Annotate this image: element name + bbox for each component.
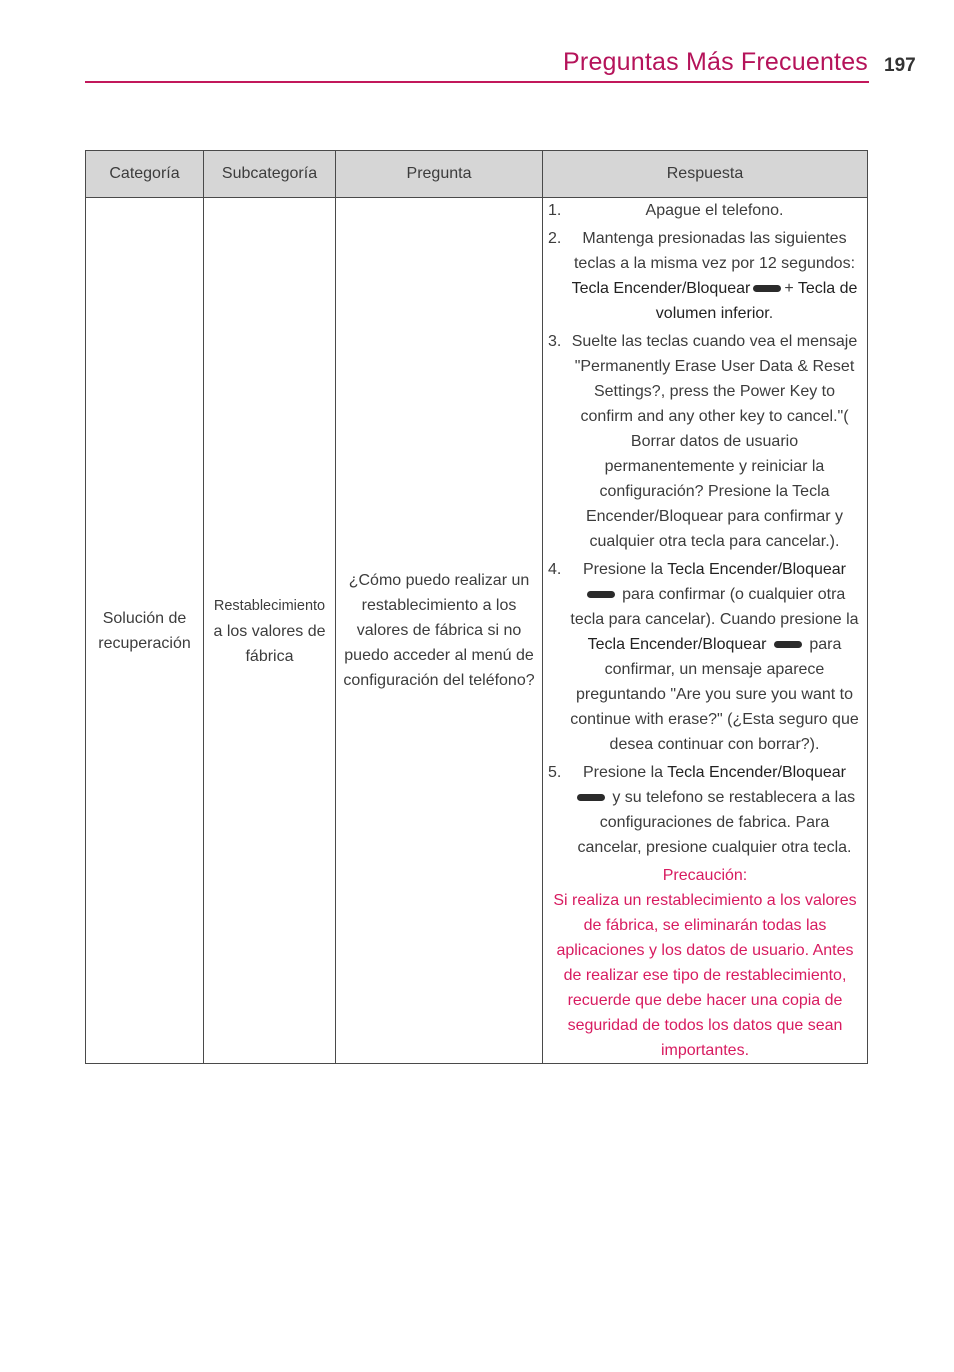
power-key-label: Tecla Encender/Bloquear [667,764,846,781]
volume-down-key-label: Tecla de volumen inferior [655,280,858,322]
column-header-subcategory: Subcategoría [204,151,336,198]
table-header-row [86,151,868,198]
step-number: 5. [548,764,562,781]
power-key-icon [774,641,802,648]
answer-step-5 [548,760,862,860]
answer-step-2 [548,226,862,326]
step-number: 1. [548,202,562,219]
power-key-icon [587,591,615,598]
power-key-label: Tecla Encender/Bloquear [587,636,767,653]
step-text: Mantenga presionadas las siguientes teclas a la misma vez por 12 segundos: [573,230,856,272]
answer-step-1 [548,198,862,223]
subcategory-text-first: Restablecimiento [213,597,326,614]
step-end: y su telefono se restablecera a las configuraciones de fabrica. Para cancelar, presione cualquier otra tecla. [577,789,856,856]
caution-note [548,863,862,1063]
column-header-answer: Respuesta [543,151,868,198]
power-key-icon [753,285,781,292]
category-text: Solución de recuperación [98,609,191,652]
page-title: Preguntas Más Frecuentes [563,48,868,76]
question-text: ¿Cómo puedo realizar un restablecimiento a los valores de fábrica si no puedo acceder al menú de configuración del teléfono? [343,572,535,689]
page-number: 197 [884,55,916,76]
subcategory-cell [204,198,336,1064]
answer-cell [543,198,868,1064]
answer-step-3 [548,329,862,554]
table-row [86,198,868,1064]
category-cell [86,198,204,1064]
power-key-label: Tecla Encender/Bloquear [571,280,751,297]
step-number: 4. [548,561,562,578]
column-header-question: Pregunta [336,151,543,198]
plus-sign: + [784,280,794,297]
step-end: para confirmar, un mensaje aparece preguntando "Are you sure you want to continue with erase?" (¿Esta seguro que desea continuar con borrar?). [570,636,859,753]
caution-title: Precaución: [662,867,748,884]
caution-text: Si realiza un restablecimiento a los valores de fábrica, se eliminarán todas las aplicaciones y los datos de usuario. Antes de realizar ese tipo de restablecimiento, recuerde que debe hacer una copia de seguridad de todos los datos que sean importantes. [553,892,857,1059]
answer-steps [548,198,862,860]
step-prefix: Presione la [583,561,664,578]
faq-table [85,150,868,1064]
subcategory-text-rest: a los valores de fábrica [213,622,326,665]
header-divider [85,81,869,83]
column-header-category: Categoría [86,151,204,198]
step-text: Apague el telefono. [645,202,784,219]
power-key-icon [577,794,605,801]
step-number: 3. [548,333,562,350]
step-prefix: Presione la [583,764,664,781]
question-cell [336,198,543,1064]
step-number: 2. [548,230,562,247]
step-text: Suelte las teclas cuando vea el mensaje "Permanently Erase User Data & Reset Settings?, press the Power Key to confirm and any other key to cancel."( Borrar datos de usuario permanentemente y reiniciar la configuración? Presione la Tecla Encender/Bloquear para confirmar y cualquier otra tecla para cancelar.). [571,333,858,550]
step-middle: para confirmar (o cualquier otra tecla para cancelar). Cuando presione la [570,586,859,628]
power-key-label: Tecla Encender/Bloquear [667,561,846,578]
answer-step-4 [548,557,862,757]
step-end: . [768,305,774,322]
